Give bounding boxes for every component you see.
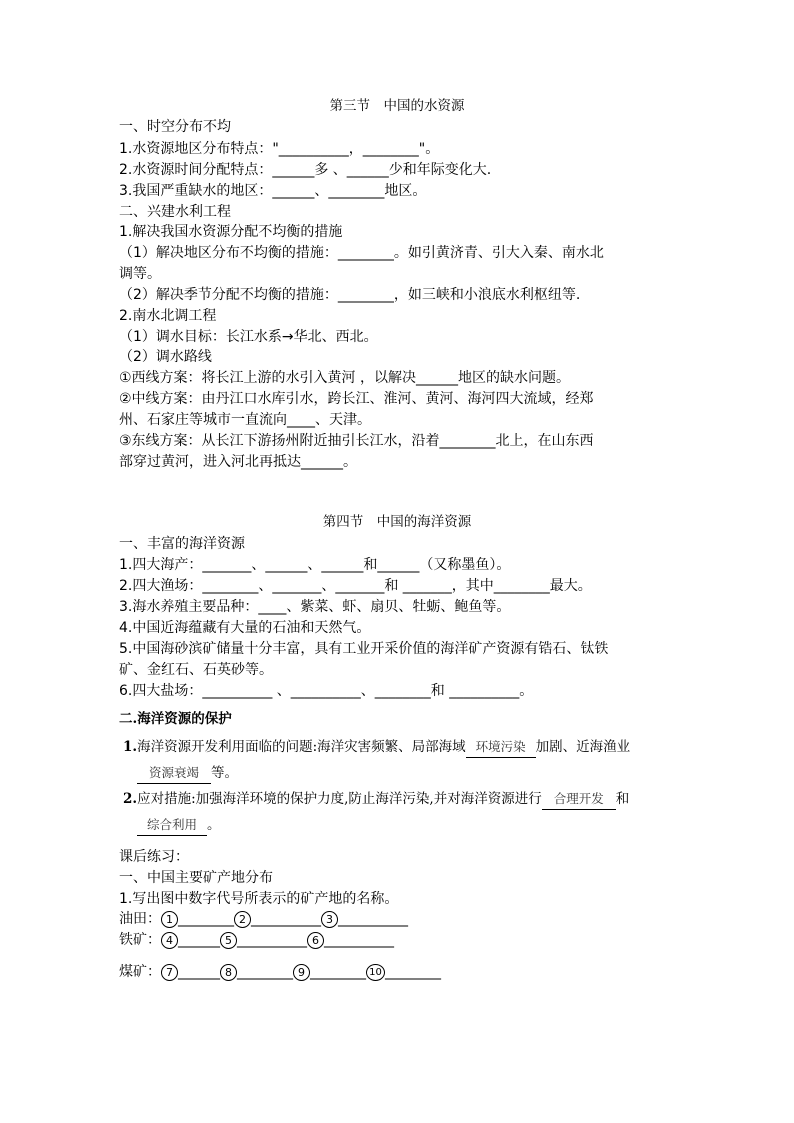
text-line: 5.中国海砂滨矿储量十分丰富，具有工业开采价值的海洋矿产资源有锆石、钛铁 [119, 641, 609, 657]
circled-number: 10 [366, 964, 385, 981]
text-line: （2）解决季节分配不均衡的措施：________，如三峡和小浪底水利枢纽等. [119, 287, 581, 303]
coal-mines-row [119, 962, 441, 982]
protection-item-2-cont [137, 815, 221, 836]
item-number: 2. [123, 791, 138, 807]
circled-number: 6 [307, 932, 324, 949]
section3-title: 第三节 中国的水资源 [329, 98, 465, 114]
item-text: 海洋资源开发利用面临的问题:海洋灾害频繁、局部海域 [137, 739, 466, 755]
circled-number: 1 [161, 911, 178, 928]
text-line: 州、石家庄等城市一直流向____、天津。 [119, 412, 371, 428]
answer-blank: 资源衰竭 [137, 763, 211, 784]
text-line: （1）解决地区分布不均衡的措施：________。如引黄济青、引大入秦、南水北 [119, 245, 604, 261]
question: 1.写出图中数字代号所表示的矿产地的名称。 [119, 891, 399, 907]
protection-item-1-cont [137, 763, 238, 784]
item-text: 等。 [211, 765, 238, 781]
blank: ______ [178, 932, 220, 948]
text-line: ②中线方案：由丹江口水库引水，跨长江、淮河、黄河、海河四大流域，经郑 [119, 391, 594, 407]
text-line: ③东线方案：从长江下游扬州附近抽引长江水，沿着________北上，在山东西 [119, 433, 594, 449]
heading: 一、时空分布不均 [119, 119, 231, 135]
oil-fields-row [119, 909, 408, 929]
answer-blank: 合理开发 [542, 789, 616, 810]
text-line: 4.中国近海蕴藏有大量的石油和天然气。 [119, 620, 371, 636]
text-line: （1）调水目标：长江水系→华北、西北。 [119, 329, 378, 345]
text-line: 6.四大盐场：__________ 、__________、________和 __________。 [119, 683, 534, 699]
row-label: 铁矿： [119, 932, 161, 948]
heading: 二、兴建水利工程 [119, 204, 231, 220]
protection-item-2 [123, 789, 629, 810]
iron-mines-row [119, 930, 394, 950]
protection-item-1 [123, 737, 630, 758]
section4-title: 第四节 中国的海洋资源 [322, 514, 472, 530]
blank: __________ [237, 932, 307, 948]
text-line: 1.水资源地区分布特点："__________，________"。 [119, 141, 440, 157]
text-line: 部穿过黄河，进入河北再抵达______。 [119, 454, 357, 470]
blank: __________ [324, 932, 394, 948]
text-line: 1.解决我国水资源分配不均衡的措施 [119, 224, 343, 240]
blank: __________ [338, 911, 408, 927]
blank: ________ [310, 964, 366, 980]
item-number: 1. [123, 739, 138, 755]
heading: 一、丰富的海洋资源 [119, 536, 245, 552]
text-line: ①西线方案：将长江上游的水引入黄河 ，以解决______地区的缺水问题。 [119, 370, 570, 386]
circled-number: 7 [161, 964, 178, 981]
circled-number: 3 [321, 911, 338, 928]
circled-number: 2 [234, 911, 251, 928]
item-text: 加剧、近海渔业 [535, 739, 631, 755]
text-line: 1.四大海产：_______、______、______和______（又称墨鱼）。 [119, 557, 511, 573]
practice-title: 课后练习： [119, 849, 189, 865]
answer-blank: 综合利用 [137, 815, 207, 836]
blank: __________ [251, 911, 321, 927]
blank: ________ [178, 911, 234, 927]
text-line: 2.水资源时间分配特点：______多 、______少和年际变化大. [119, 162, 492, 178]
circled-number: 9 [293, 964, 310, 981]
text-line: 2.四大渔场：________、_______、_______和 _______，其中________最大。 [119, 578, 592, 594]
text-line: 2.南水北调工程 [119, 308, 217, 324]
circled-number: 8 [220, 964, 237, 981]
heading: 一、中国主要矿产地分布 [119, 870, 273, 886]
text-line: 调等。 [119, 266, 161, 282]
blank: ________ [385, 964, 441, 980]
item-text: 和 [615, 791, 630, 807]
text-line: 矿、金红石、石英砂等。 [119, 662, 273, 678]
blank: ______ [178, 964, 220, 980]
item-text: 应对措施:加强海洋环境的保护力度,防止海洋污染,并对海洋资源进行 [137, 791, 542, 807]
text-line: 3.我国严重缺水的地区：______、________地区。 [119, 183, 427, 199]
item-text: 。 [207, 817, 221, 833]
row-label: 煤矿： [119, 964, 161, 980]
row-label: 油田： [119, 911, 161, 927]
text-line: （2）调水路线 [119, 349, 212, 365]
circled-number: 4 [161, 932, 178, 949]
heading-protection: 二.海洋资源的保护 [119, 711, 232, 727]
blank: ________ [237, 964, 293, 980]
text-line: 3.海水养殖主要品种：____、紫菜、虾、扇贝、牡蛎、鲍鱼等。 [119, 599, 511, 615]
answer-blank: 环境污染 [466, 737, 536, 758]
circled-number: 5 [220, 932, 237, 949]
